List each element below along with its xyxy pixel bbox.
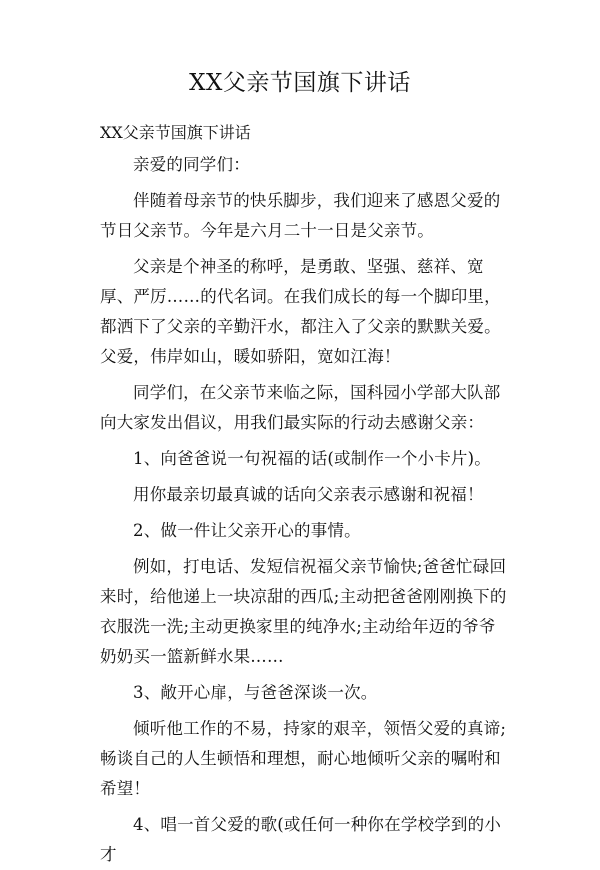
paragraph-father-role: 父亲是个神圣的称呼，是勇敢、坚强、慈祥、宽厚、严厉……的代名词。在我们成长的每一个脚印里，都洒下了父亲的辛勤汗水，都注入了父亲的默默关爱。父爱，伟岸如山，暖如骄阳，宽如江海！ xyxy=(100,257,501,366)
paragraph-greeting: 亲爱的同学们： xyxy=(133,155,250,174)
paragraph-item-1: 1、向爸爸说一句祝福的话(或制作一个小卡片)。 xyxy=(133,449,491,468)
paragraph-item-1-detail: 用你最亲切最真诚的话向父亲表示感谢和祝福！ xyxy=(133,485,484,504)
paragraph-item-3-detail: 倾听他工作的不易，持家的艰辛，领悟父爱的真谛;畅谈自己的人生顿悟和理想，耐心地倾听父亲的嘱咐和希望！ xyxy=(100,719,507,798)
paragraph-intro: 伴随着母亲节的快乐脚步，我们迎来了感恩父爱的节日父亲节。今年是六月二十一日是父亲节。 xyxy=(100,191,501,240)
document-title: XX父亲节国旗下讲话 xyxy=(189,70,411,96)
paragraph-item-3: 3、敞开心扉，与爸爸深谈一次。 xyxy=(133,683,378,702)
document-body xyxy=(100,150,512,870)
paragraph-item-2-detail: 例如，打电话、发短信祝福父亲节愉快;爸爸忙碌回来时，给他递上一块凉甜的西瓜;主动把爸爸刚刚换下的衣服洗一洗;主动更换家里的纯净水;主动给年迈的爷爷奶奶买一篮新鲜水果…… xyxy=(100,557,507,666)
paragraph-item-4: 4、唱一首父爱的歌(或任何一种你在学校学到的小才 xyxy=(100,815,502,864)
paragraph-item-2: 2、做一件让父亲开心的事情。 xyxy=(133,521,361,540)
document-subtitle: XX父亲节国旗下讲话 xyxy=(100,123,251,142)
paragraph-proposal: 同学们，在父亲节来临之际，国科园小学部大队部向大家发出倡议，用我们最实际的行动去感谢父亲： xyxy=(100,383,501,432)
